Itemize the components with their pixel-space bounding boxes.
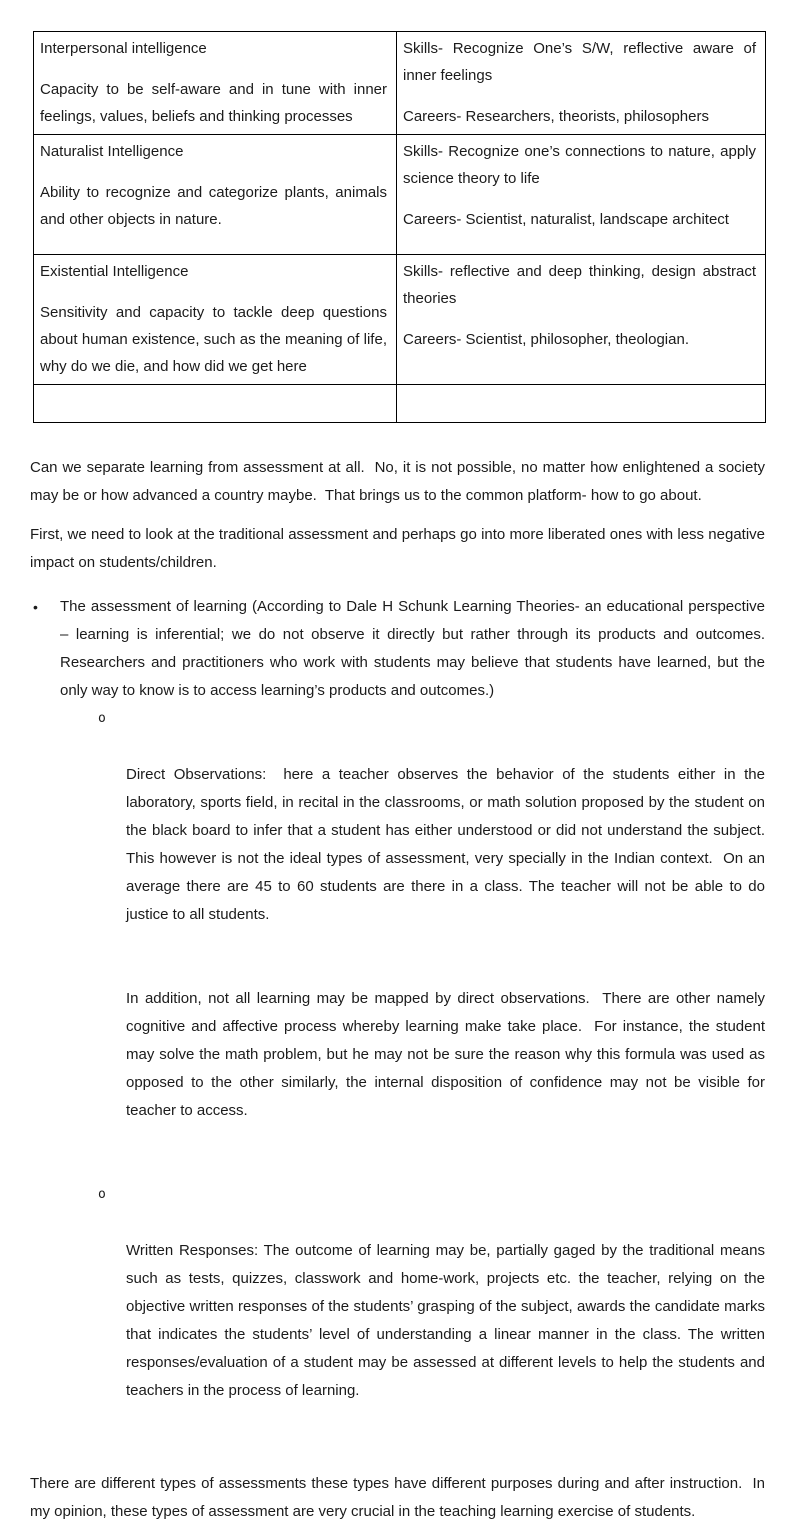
assessment-bullet-list — [30, 593, 774, 1461]
sub-list-item-text — [126, 705, 770, 1181]
sub-list-item-written-responses — [98, 1181, 770, 1461]
table-row — [34, 32, 766, 135]
sub-paragraph: In addition, not all learning may be mapped by direct observations. There are other namely cognitive and affective process whereby learning make take place. For instance, the student may solve the math problem, but he may not be sure the reason why this formula was used as opposed to the other similarly, the internal disposition of confidence may not be visible for teacher to access. — [126, 990, 770, 1119]
skills-text: Skills- Recognize One’s S/W, reflective aware of inner feelings — [403, 40, 756, 84]
list-item-text: The assessment of learning (According to Dale H Schunk Learning Theories- an educational perspective – learning is inferential; we do not observe it directly but rather through its products and outcomes. Researchers and practitioners who work with students may believe that students have learned, but the only way to know is to access learning’s products and outcomes.) — [60, 598, 774, 699]
table-cell-intelligence — [34, 255, 397, 385]
table-row — [34, 135, 766, 255]
careers-text: Careers- Scientist, philosopher, theologian. — [403, 331, 689, 348]
table-cell-skills-careers — [397, 135, 766, 255]
body-paragraph-separate-learning: Can we separate learning from assessment at all. No, it is not possible, no matter how enlightened a society may be or how advanced a country maybe. That brings us to the common platform- how to go about. — [30, 459, 770, 504]
table-cell-skills-careers — [397, 32, 766, 135]
skills-text: Skills- reflective and deep thinking, design abstract theories — [403, 263, 756, 307]
sub-list-item-direct-observations — [98, 705, 770, 1181]
body-paragraph-types-of-assessments: There are different types of assessments these types have different purposes during and after instruction. In my opinion, these types of assessment are very crucial in the teaching learning exercise of students. — [30, 1475, 770, 1520]
intelligence-description: Ability to recognize and categorize plants, animals and other objects in nature. — [40, 184, 387, 228]
careers-text: Careers- Scientist, naturalist, landscape architect — [403, 211, 729, 228]
sub-paragraph: Written Responses: The outcome of learning may be, partially gaged by the traditional means such as tests, quizzes, classwork and home-work, projects etc. the teacher, relying on the objective written responses of the students’ grasping of the subject, awards the candidate marks that indicates the students’ level of understanding a linear manner in the class. The written responses/evaluation of a student may be assessed at different levels to help the students and teachers in the process of learning. — [126, 1242, 770, 1399]
intelligence-description: Capacity to be self-aware and in tune with inner feelings, values, beliefs and thinking processes — [40, 81, 387, 125]
intelligence-title: Interpersonal intelligence — [40, 40, 207, 57]
bullet-icon: • — [33, 599, 38, 615]
table-cell-skills-careers — [397, 255, 766, 385]
circle-bullet-icon: o — [98, 1187, 106, 1202]
sub-paragraph: Direct Observations: here a teacher observes the behavior of the students either in the laboratory, sports field, in recital in the classrooms, or math solution proposed by the student on the black board to infer that a student has either understood or did not understand the subject. This however is not the ideal types of assessment, very specially in the Indian context. On an average there are 45 to 60 students are there in a class. The teacher will not be able to do justice to all students. — [126, 766, 770, 923]
table-cell-intelligence — [34, 32, 397, 135]
table-cell-empty — [34, 385, 397, 423]
intelligence-description: Sensitivity and capacity to tackle deep questions about human existence, such as the meaning of life, why do we die, and how did we get here — [40, 304, 387, 375]
table-cell-empty — [397, 385, 766, 423]
intelligence-title: Existential Intelligence — [40, 263, 189, 280]
table-row-empty — [34, 385, 766, 423]
sub-list-item-text — [126, 1181, 770, 1461]
body-paragraph-traditional-assessment: First, we need to look at the traditional assessment and perhaps go into more liberated ones with less negative impact on students/children. — [30, 526, 770, 571]
intelligence-title: Naturalist Intelligence — [40, 143, 184, 160]
table-cell-intelligence — [34, 135, 397, 255]
list-item-assessment-of-learning — [33, 593, 774, 705]
circle-bullet-icon: o — [98, 711, 106, 726]
table-row — [34, 255, 766, 385]
intelligence-table — [33, 31, 766, 423]
careers-text: Careers- Researchers, theorists, philosophers — [403, 108, 709, 125]
skills-text: Skills- Recognize one’s connections to nature, apply science theory to life — [403, 143, 756, 187]
